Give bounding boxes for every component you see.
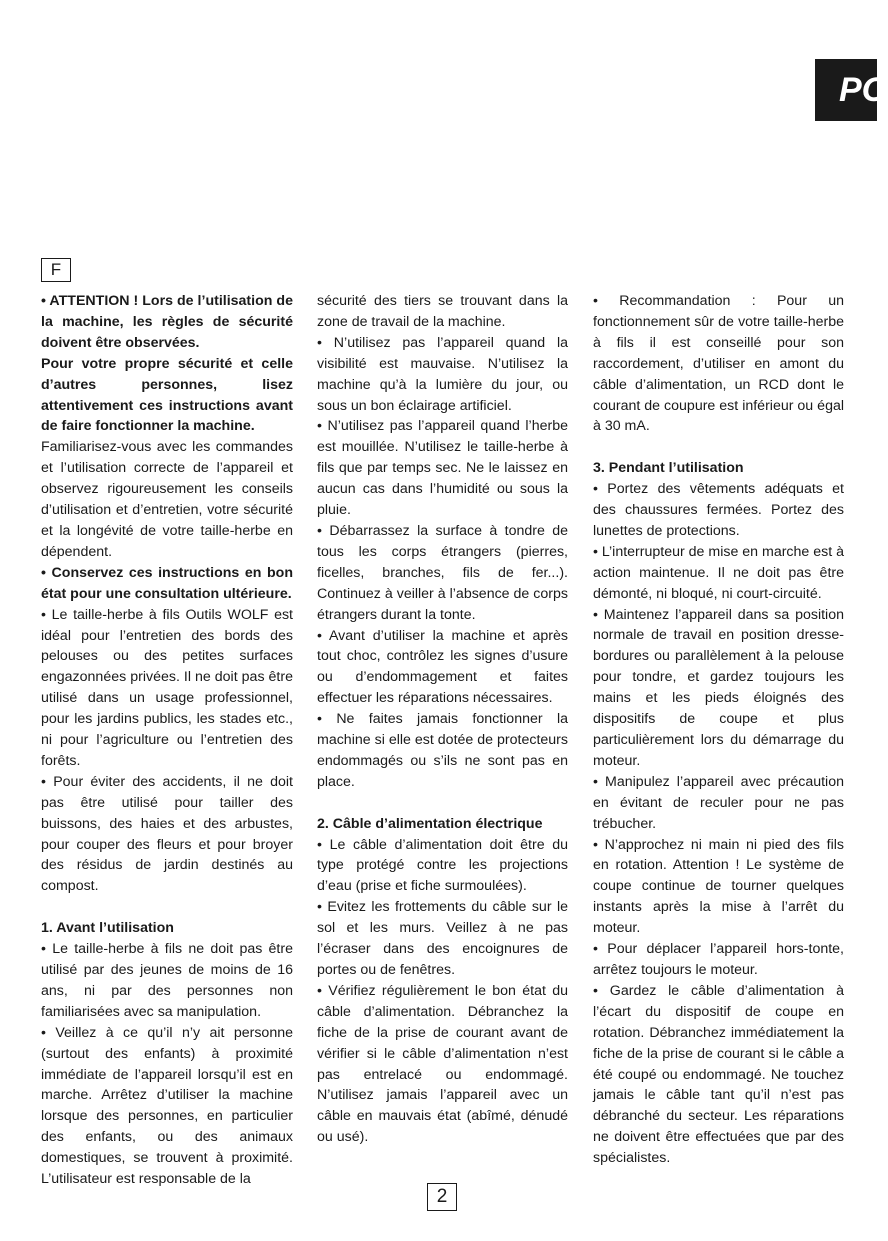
body-paragraph: • Le câble d’alimentation doit être du type protégé contre les projections d’eau (prise et fiche surmoulées). [317, 836, 568, 895]
body-paragraph: • Débarrassez la surface à tondre de tous les corps étrangers (pierres, ficelles, branches, fils de fer...). Continuez à veiller à l’absence de corps étrangers durant la tonte. [317, 522, 568, 623]
column-2 [317, 291, 568, 1148]
body-paragraph: • Avant d’utiliser la machine et après tout choc, contrôlez les signes d’usure ou d’endommagement et faites effectuer les réparations nécessaires. [317, 627, 568, 707]
keep-instructions-paragraph: • Conservez ces instructions en bon état pour une consultation ultérieure. [41, 564, 293, 602]
column-3 [593, 291, 844, 1169]
body-paragraph: • Le taille-herbe à fils Outils WOLF est idéal pour l’entretien des bords des pelouses ou des petites surfaces engazonnées privées. Il ne doit pas être utilisé dans un usage professionnel, pour les jardins publics, les stades etc., ni pour l’agriculture ou l’entretien des forêts. [41, 606, 293, 769]
body-paragraph: • Veillez à ce qu’il n’y ait personne (surtout des enfants) à proximité immédiate de l’appareil lorsqu’il est en marche. Arrêtez d’utiliser la machine lorsque des personnes, en particulier des enfants, ou des animaux domestiques, se trouvent à proximité. L’utilisateur est responsable de la [41, 1024, 293, 1188]
body-paragraph: Familiarisez-vous avec les commandes et l’utilisation correcte de l’appareil et observez rigoureusement les conseils d’utilisation et d’entretien, votre sécurité et la longévité de votre taille-herbe en dépendent. [41, 439, 293, 560]
language-code-box: F [41, 258, 71, 282]
body-paragraph: • Pour déplacer l’appareil hors-tonte, arrêtez toujours le moteur. [593, 941, 844, 978]
body-paragraph: • Portez des vêtements adéquats et des chaussures fermées. Portez des lunettes de protections. [593, 481, 844, 539]
body-paragraph: • Vérifiez régulièrement le bon état du câble d’alimentation. Débranchez la fiche de la prise de courant avant de vérifier si le câble d’alimentation n’est pas entrelacé ou endommagé. N’utilisez jamais l’appareil avec un câble en mauvais état (abîmé, dénudé ou usé). [317, 982, 568, 1146]
body-paragraph: • N’utilisez pas l’appareil quand l’herbe est mouillée. N’utilisez le taille-herbe à fils que par temps sec. Ne le laissez en aucun cas dans l’humidité ou sous la pluie. [317, 418, 568, 519]
section-heading-2: 2. Câble d’alimentation électrique [317, 815, 543, 832]
body-paragraph: • Le taille-herbe à fils ne doit pas être utilisé par des jeunes de moins de 16 ans, ni par des personnes non familiarisées avec sa manipulation. [41, 941, 293, 1020]
language-tab: PO [815, 59, 877, 121]
body-paragraph: • Manipulez l’appareil avec précaution en évitant de reculer pour ne pas trébucher. [593, 773, 844, 832]
body-paragraph: sécurité des tiers se trouvant dans la zone de travail de la machine. [317, 293, 568, 330]
body-paragraph: • Ne faites jamais fonctionner la machine si elle est dotée de protecteurs endommagés ou s’ils ne sont pas en place. [317, 711, 568, 790]
body-paragraph: • N’approchez ni main ni pied des fils en rotation. Attention ! Le système de coupe continue de tourner quelques instants après la mise à l’arrêt du moteur. [593, 836, 844, 937]
body-paragraph: • Gardez le câble d’alimentation à l’écart du dispositif de coupe en rotation. Débranchez immédiatement la fiche de la prise de courant si le câble a été coupé ou endommagé. Ne touchez jamais le câble tant qu’il n’est pas débranché du secteur. Les réparations ne doivent être effectuées que par des spécialistes. [593, 982, 844, 1167]
section-heading-3: 3. Pendant l’utilisation [593, 460, 744, 477]
body-paragraph: • Maintenez l’appareil dans sa position normale de travail en position dresse-bordures ou parallèlement à la pelouse pour tondre, et gardez toujours les mains et les pieds éloignés des dispositifs de coupe et plus particulièrement lors du démarrage du moteur. [593, 606, 844, 769]
attention-paragraph: • ATTENTION ! Lors de l’utilisation de la machine, les règles de sécurité doivent être observées. [41, 293, 293, 351]
section-heading-1: 1. Avant l’utilisation [41, 920, 174, 937]
page-number: 2 [427, 1183, 457, 1211]
body-paragraph: • L’interrupteur de mise en marche est à action maintenue. Il ne doit pas être démonté, ni bloqué, ni court-circuité. [593, 543, 845, 602]
safety-read-paragraph: Pour votre propre sécurité et celle d’autres personnes, lisez attentivement ces instructions avant de faire fonctionner la machine. [41, 355, 293, 435]
body-paragraph: • Pour éviter des accidents, il ne doit pas être utilisé pour tailler des buissons, des haies et des arbustes, pour couper des fleurs et pour broyer des résidus de jardin destinés au compost. [41, 773, 293, 895]
body-paragraph: • N’utilisez pas l’appareil quand la visibilité est mauvaise. N’utilisez la machine qu’à la lumière du jour, ou sous un bon éclairage artificiel. [317, 334, 568, 414]
body-paragraph: • Recommandation : Pour un fonctionnement sûr de votre taille-herbe à fils il est conseillé pour son raccordement, d’utiliser en amont du câble d’alimentation, un RCD dont le courant de coupure est inférieur ou égal à 30 mA. [593, 293, 844, 435]
body-paragraph: • Evitez les frottements du câble sur le sol et les murs. Veillez à ne pas l’écraser dans des encoignures de portes ou de fenêtres. [317, 899, 568, 978]
column-1 [41, 291, 293, 1190]
